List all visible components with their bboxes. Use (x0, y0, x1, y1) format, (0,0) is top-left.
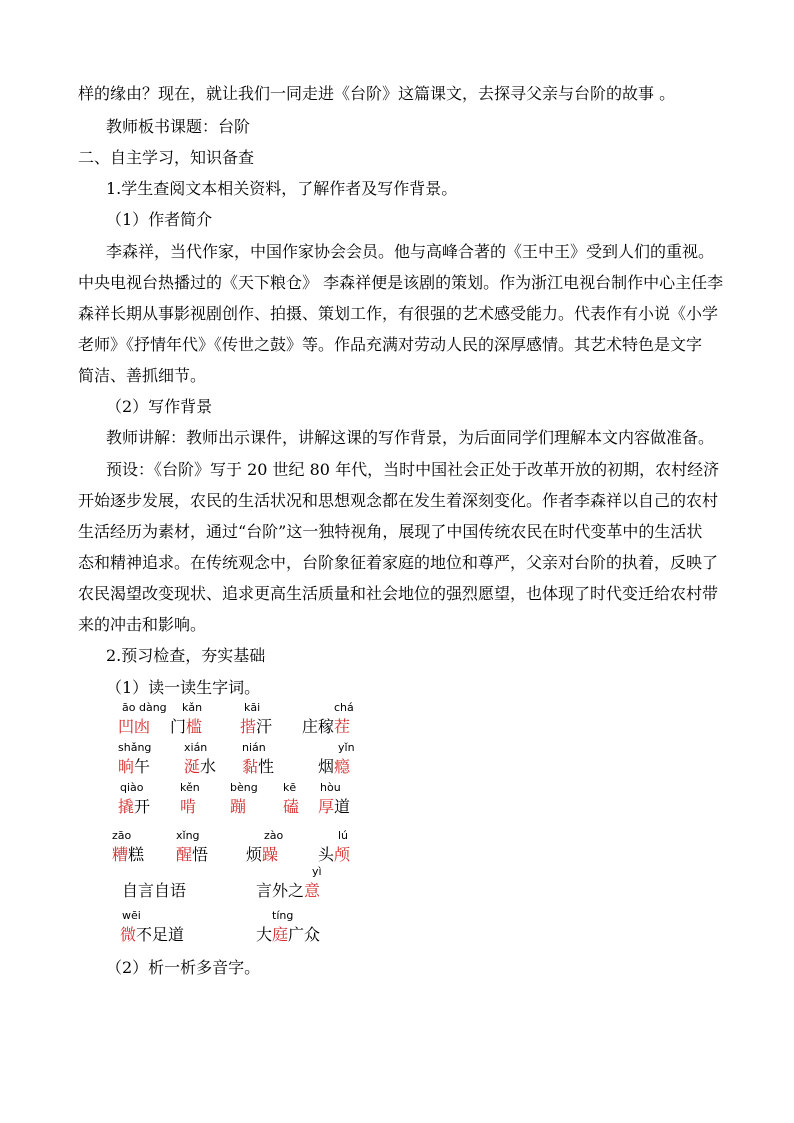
paragraph-intro-end: 样的缘由？现在，就让我们一同走进《台阶》这篇课文，去探寻父亲与台阶的故事 。 (78, 84, 676, 103)
vocab-target-character: 微 (120, 925, 137, 944)
vocab-pinyin: yǐn (338, 741, 355, 754)
vocab-characters (256, 880, 320, 902)
preset-paragraph-line-6: 来的冲击和影响。 (78, 615, 207, 634)
vocab-word (318, 782, 448, 826)
vocab-pinyin: zào (264, 829, 284, 842)
vocab-word (122, 866, 252, 910)
vocab-characters (118, 796, 150, 818)
vocab-target-character: 茬 (334, 717, 351, 736)
vocab-characters (256, 924, 320, 946)
item-heading-1: 1.学生查阅文本相关资料，了解作者及写作背景。 (106, 179, 458, 198)
vocab-pinyin: chá (334, 701, 354, 714)
author-paragraph-line-5: 简洁、善抓细节。 (78, 366, 207, 385)
vocab-characters (176, 844, 208, 866)
vocab-pinyin: nián (242, 741, 266, 754)
vocab-pinyin: bèng (230, 781, 258, 794)
vocab-pinyin: shǎng (118, 741, 152, 754)
vocab-target-character: 意 (304, 881, 321, 900)
vocab-target-character: 颅 (334, 845, 351, 864)
author-paragraph-line-2: 中央电视台热播过的《天下粮仓》 李森祥便是该剧的策划。作为浙江电视台制作中心主任李 (78, 273, 724, 292)
vocab-target-character: 撬 (118, 797, 135, 816)
vocab-context-character: 言外之 (256, 881, 305, 900)
vocab-context-character: 午 (134, 757, 151, 776)
preset-paragraph-line-1: 预设：《台阶》写于 20 世纪 80 年代，当时中国社会正处于改革开放的初期，农村经济 (106, 460, 720, 479)
vocab-context-character: 汗 (256, 717, 273, 736)
vocab-characters (246, 844, 278, 866)
vocab-word (256, 866, 386, 910)
vocab-pinyin: tíng (272, 909, 294, 922)
vocab-characters (230, 796, 246, 818)
vocab-characters (242, 756, 274, 778)
preset-paragraph-line-5: 农民渴望改变现状、追求更高生活质量和社会地位的强烈愿望，也体现了时代变迁给农村带 (78, 584, 719, 603)
vocab-characters (120, 924, 184, 946)
section-heading-2: 二、自主学习，知识备查 (78, 148, 255, 167)
vocab-pinyin: zāo (112, 829, 132, 842)
vocab-context-character: 开 (134, 797, 151, 816)
vocab-pinyin: lú (338, 829, 349, 842)
vocab-target-character: 黏 (242, 757, 259, 776)
vocab-context-character: 糕 (128, 845, 145, 864)
subheading-read: （1）读一读生字词。 (106, 678, 261, 697)
vocab-characters (318, 756, 350, 778)
vocab-characters (122, 880, 186, 902)
vocab-context-character: 性 (258, 757, 275, 776)
vocab-target-character: 蹦 (230, 797, 247, 816)
vocab-pinyin: kěn (180, 781, 200, 794)
vocab-characters (118, 716, 150, 738)
subheading-polyphones: （2）析一析多音字。 (106, 958, 261, 977)
preset-paragraph-line-3: 生活经历为素材，通过“台阶”这一独特视角，展现了中国传统农民在时代变革中的生活状 (78, 522, 703, 541)
vocab-context-character: 道 (334, 797, 351, 816)
vocab-target-character: 醒 (176, 845, 193, 864)
vocab-pinyin: wēi (122, 909, 141, 922)
vocab-target-character: 糟 (112, 845, 129, 864)
vocab-target-character: 躁 (262, 845, 279, 864)
vocab-pinyin: yì (312, 865, 322, 878)
vocab-target-character: 瘾 (334, 757, 351, 776)
vocab-pinyin: xǐng (176, 829, 200, 842)
vocab-characters (240, 716, 272, 738)
vocab-target-character: 揩 (240, 717, 257, 736)
vocab-context-character: 悟 (192, 845, 209, 864)
vocab-characters (170, 716, 202, 738)
vocab-characters (118, 756, 150, 778)
vocab-context-character: 不足道 (136, 925, 185, 944)
vocab-target-character: 凹凼 (118, 717, 151, 736)
subheading-author: （1）作者简介 (106, 210, 213, 229)
preset-paragraph-line-4: 态和精神追求。在传统观念中，台阶象征着家庭的地位和尊严，父亲对台阶的执着，反映了 (78, 553, 719, 572)
vocab-target-character: 厚 (318, 797, 335, 816)
vocab-characters (318, 844, 350, 866)
vocab-characters (302, 716, 350, 738)
vocab-pinyin: kē (283, 781, 297, 794)
vocab-target-character: 槛 (186, 717, 203, 736)
vocab-word (318, 742, 448, 786)
vocab-context-character: 水 (200, 757, 217, 776)
vocab-target-character: 磕 (283, 797, 300, 816)
vocab-context-character: 头 (318, 845, 335, 864)
vocab-context-character: 自言自语 (122, 881, 187, 900)
vocab-characters (184, 756, 216, 778)
vocab-target-character: 晌 (118, 757, 135, 776)
vocab-pinyin: kāi (244, 701, 261, 714)
vocab-target-character: 涎 (184, 757, 201, 776)
vocab-word (256, 910, 386, 954)
vocab-target-character: 啃 (180, 797, 197, 816)
vocab-word (302, 702, 432, 746)
vocab-context-character: 大 (256, 925, 273, 944)
author-paragraph-line-4: 老师》《抒情年代》《传世之鼓》等。作品充满对劳动人民的深厚感情。其艺术特色是文字 (78, 335, 703, 354)
author-paragraph-line-1: 李森祥，当代作家，中国作家协会会员。他与高峰合著的《王中王》受到人们的重视。 (106, 242, 715, 261)
vocab-pinyin: hòu (320, 781, 341, 794)
vocab-context-character: 庄稼 (302, 717, 335, 736)
vocab-characters (180, 796, 196, 818)
vocab-characters (283, 796, 299, 818)
vocab-characters (112, 844, 144, 866)
vocab-word (120, 910, 250, 954)
vocab-pinyin: xián (184, 741, 208, 754)
author-paragraph-line-3: 森祥长期从事影视剧创作、拍摄、策划工作，有很强的艺术感受能力。代表作有小说《小学 (78, 304, 719, 323)
paragraph-board-title: 教师板书课题：台阶 (106, 117, 251, 136)
vocab-context-character: 广众 (288, 925, 321, 944)
preset-paragraph-line-2: 开始逐步发展，农民的生活状况和思想观念都在发生着深刻变化。作者李森祥以自己的农村 (78, 491, 719, 510)
vocab-pinyin: kǎn (182, 701, 203, 714)
vocab-pinyin: āo dàng (122, 701, 167, 714)
subheading-background: （2）写作背景 (106, 397, 213, 416)
teacher-explanation: 教师讲解：教师出示课件，讲解这课的写作背景，为后面同学们理解本文内容做准备。 (106, 428, 715, 447)
vocab-characters (318, 796, 350, 818)
vocab-target-character: 庭 (272, 925, 289, 944)
vocab-context-character: 烦 (246, 845, 263, 864)
item-heading-2: 2.预习检查，夯实基础 (106, 646, 266, 665)
vocab-context-character: 烟 (318, 757, 335, 776)
vocab-context-character: 门 (170, 717, 187, 736)
vocab-pinyin: qiào (120, 781, 144, 794)
